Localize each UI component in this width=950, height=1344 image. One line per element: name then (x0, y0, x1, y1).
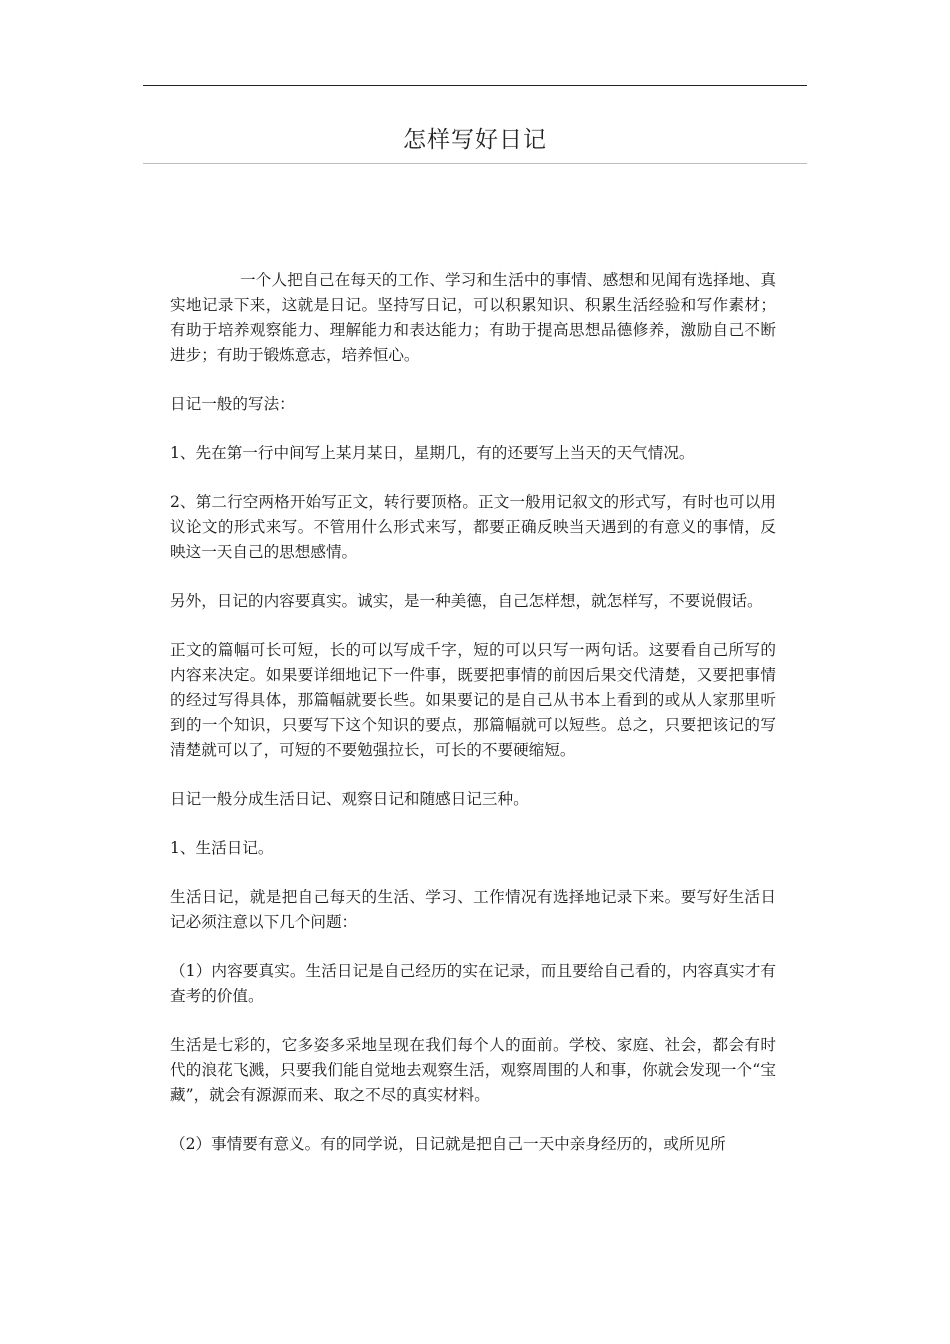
paragraph-body-format: 2、第二行空两格开始写正文，转行要顶格。正文一般用记叙文的形式写，有时也可以用议论文的形式来写。不管用什么形式来写，都要正确反映当天遇到的有意义的事情，反映这一天自己的思想感情。 (170, 493, 776, 561)
paragraph-diary-types: 日记一般分成生活日记、观察日记和随感日记三种。 (170, 790, 529, 808)
page-title: 怎样写好日记 (403, 127, 547, 153)
paragraph-length: 正文的篇幅可长可短，长的可以写成千字，短的可以只写一两句话。这要看自己所写的内容来决定。如果要详细地记下一件事，既要把事情的前因后果交代清楚，又要把事情的经过写得具体，那篇幅就要长些。如果要记的是自己从书本上看到的或从人家那里听到的一个知识，只要写下这个知识的要点，那篇幅就可以短些。总之，只要把该记的写清楚就可以了，可短的不要勉强拉长，可长的不要硬缩短。 (170, 641, 776, 759)
document-body (170, 268, 776, 1181)
paragraph-life-colorful: 生活是七彩的，它多姿多采地呈现在我们每个人的面前。学校、家庭、社会，都会有时代的浪花飞溅，只要我们能自觉地去观察生活，观察周围的人和事，你就会发现一个“宝藏”，就会有源源而来、取之不尽的真实材料。 (170, 1036, 776, 1104)
paragraph-truthfulness: 另外，日记的内容要真实。诚实，是一种美德，自己怎样想，就怎样写，不要说假话。 (170, 592, 763, 610)
section-heading-writing-method: 日记一般的写法： (170, 395, 295, 413)
paragraph-date-line: 1、先在第一行中间写上某月某日，星期几，有的还要写上当天的天气情况。 (170, 444, 695, 462)
intro-paragraph: 一个人把自己在每天的工作、学习和生活中的事情、感想和见闻有选择地、真实地记录下来，这就是日记。坚持写日记，可以积累知识、积累生活经验和写作素材；有助于培养观察能力、理解能力和表达能力；有助于提高思想品德修养，激励自己不断进步；有助于锻炼意志，培养恒心。 (170, 271, 776, 364)
title-underline (143, 163, 807, 164)
section-heading-life-diary: 1、生活日记。 (170, 839, 274, 857)
paragraph-point-2: （2）事情要有意义。有的同学说，日记就是把自己一天中亲身经历的，或所见所 (170, 1135, 726, 1153)
paragraph-life-diary-definition: 生活日记，就是把自己每天的生活、学习、工作情况有选择地记录下来。要写好生活日记必须注意以下几个问题： (170, 888, 776, 931)
paragraph-point-1: （1）内容要真实。生活日记是自己经历的实在记录，而且要给自己看的，内容真实才有查考的价值。 (170, 962, 776, 1005)
header-rule (143, 85, 807, 86)
